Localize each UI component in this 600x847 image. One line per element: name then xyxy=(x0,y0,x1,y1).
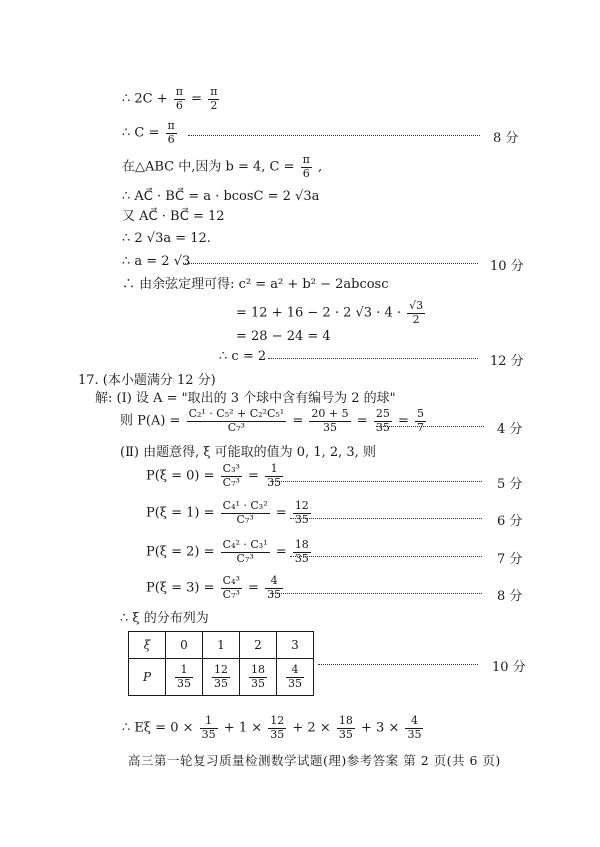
dot-leader xyxy=(272,593,482,594)
distribution-table xyxy=(128,631,314,696)
fraction xyxy=(221,463,242,489)
numerator: 4 xyxy=(405,715,423,729)
score-mark: 10 分 xyxy=(492,660,526,675)
text: = xyxy=(248,580,259,596)
numerator: π xyxy=(175,85,184,98)
numerator: C₄² · C₃¹ xyxy=(222,538,268,551)
fraction xyxy=(309,408,350,434)
score-mark: 12 分 xyxy=(490,354,524,369)
denominator: 2 xyxy=(412,312,420,326)
dot-leader xyxy=(188,135,480,136)
numerator: 12 xyxy=(270,714,285,727)
text: = xyxy=(191,91,203,107)
fraction xyxy=(293,500,311,526)
text: P(ξ = 3) = xyxy=(146,580,215,596)
numerator: π xyxy=(210,85,218,98)
denominator: 35 xyxy=(323,420,338,434)
dot-leader xyxy=(268,358,478,359)
numerator: 18 xyxy=(251,662,265,676)
text: 在△ABC 中,因为 b = 4, C = xyxy=(122,159,295,175)
numerator: 18 xyxy=(294,538,309,551)
denominator: 6 xyxy=(175,98,183,112)
denominator: 35 xyxy=(251,676,265,690)
denominator: 6 xyxy=(302,166,310,180)
table-cell: ξ xyxy=(129,632,166,659)
numerator: π xyxy=(302,153,310,166)
fraction xyxy=(200,715,218,741)
numerator: C₃³ xyxy=(222,462,240,475)
denominator: 2 xyxy=(210,98,218,112)
text: = 12 + 16 − 2 · 2 √3 · 4 · xyxy=(236,305,401,321)
text: + 2 × xyxy=(292,720,331,736)
fraction xyxy=(301,154,312,180)
q17-part2-intro: (Ⅱ) 由题意得, ξ 可能取的值为 0, 1, 2, 3, 则 xyxy=(120,445,376,460)
question-17-title: 17. (本小题满分 12 分) xyxy=(78,373,216,388)
page-footer: 高三第一轮复习质量检测数学试题(理)参考答案 第 2 页(共 6 页) xyxy=(128,753,501,768)
denominator: 35 xyxy=(288,676,302,690)
table-cell xyxy=(166,659,203,696)
numerator: 18 xyxy=(338,714,353,727)
denominator: 35 xyxy=(267,587,282,601)
text: P(ξ = 1) = xyxy=(146,505,215,521)
fraction xyxy=(175,664,193,690)
numerator: 4 xyxy=(286,664,304,678)
fraction xyxy=(249,664,267,690)
step-cosine-law: ∴ 由余弦定理可得: c² = a² + b² − 2abcosc xyxy=(122,277,389,292)
fraction xyxy=(166,120,177,146)
text: = xyxy=(248,468,259,484)
numerator: 12 xyxy=(294,499,309,512)
fraction xyxy=(265,463,283,489)
step-solve-a: ∴ 2 √3a = 12. xyxy=(122,231,211,246)
dot-leader xyxy=(318,664,478,665)
fraction xyxy=(265,575,283,601)
prob-xi-3 xyxy=(146,575,285,601)
numerator: 1 xyxy=(175,664,193,678)
text: + 3 × xyxy=(361,720,400,736)
denominator: C₇³ xyxy=(222,475,240,489)
score-mark: 8 分 xyxy=(497,589,523,604)
denominator: 35 xyxy=(201,727,216,741)
text: + 1 × xyxy=(223,720,263,736)
fraction xyxy=(212,664,230,690)
dot-leader xyxy=(376,426,484,427)
q17-part1-probability xyxy=(120,408,428,434)
text: ∴ Eξ = 0 × xyxy=(122,720,194,736)
table-cell xyxy=(203,659,240,696)
fraction xyxy=(415,408,426,434)
text: P(ξ = 0) = xyxy=(146,468,215,484)
denominator: 6 xyxy=(167,132,175,146)
numerator: 12 xyxy=(214,662,228,676)
fraction xyxy=(221,500,270,526)
step-c-value xyxy=(122,120,179,146)
expectation-formula xyxy=(122,715,425,741)
fraction xyxy=(268,715,286,741)
distribution-caption: ∴ ξ 的分布列为 xyxy=(120,611,209,626)
numerator: 25 xyxy=(375,407,390,420)
table-cell xyxy=(240,659,277,696)
q17-part1-define: 解: (Ⅰ) 设 A = "取出的 3 个球中含有编号为 2 的球" xyxy=(95,391,396,406)
dot-leader xyxy=(272,481,482,482)
numerator: √3 xyxy=(409,299,424,312)
denominator: C₇³ xyxy=(227,420,246,434)
table-cell: 0 xyxy=(166,632,203,659)
denominator: 35 xyxy=(294,551,309,565)
text: = xyxy=(356,413,368,429)
dot-leader xyxy=(290,556,482,557)
fraction xyxy=(174,86,185,112)
score-mark: 7 分 xyxy=(497,552,523,567)
score-mark: 5 分 xyxy=(497,477,523,492)
numerator: 1 xyxy=(265,463,283,477)
fraction xyxy=(374,408,392,434)
numerator: 20 + 5 xyxy=(311,407,349,420)
step-expand xyxy=(236,300,427,326)
numerator: π xyxy=(167,119,175,132)
numerator: C₄¹ · C₃² xyxy=(222,499,268,512)
table-cell: 1 xyxy=(203,632,240,659)
denominator: 35 xyxy=(267,475,282,489)
text: = xyxy=(275,505,287,521)
denominator: 35 xyxy=(214,676,228,690)
denominator: 7 xyxy=(417,420,425,434)
numerator: 5 xyxy=(417,407,425,420)
fraction xyxy=(286,664,304,690)
fraction xyxy=(407,300,425,326)
denominator: C₇³ xyxy=(222,587,240,601)
denominator: 35 xyxy=(375,420,390,434)
table-row xyxy=(129,659,314,696)
text: ∴ C = xyxy=(122,125,160,141)
score-mark: 6 分 xyxy=(497,514,523,529)
prob-xi-0 xyxy=(146,463,285,489)
text: = xyxy=(292,413,304,429)
fraction xyxy=(187,408,287,434)
denominator: C₇³ xyxy=(236,512,254,526)
text: = xyxy=(397,413,409,429)
table-cell: 2 xyxy=(240,632,277,659)
score-mark: 10 分 xyxy=(490,259,524,274)
text: = xyxy=(275,544,287,560)
numerator: C₂¹ · C₅² + C₂²C₅¹ xyxy=(188,407,285,420)
denominator: C₇³ xyxy=(236,551,254,565)
dot-leader xyxy=(185,263,478,264)
fraction xyxy=(208,86,219,112)
fraction xyxy=(293,539,311,565)
step-a-value: ∴ a = 2 √3 xyxy=(122,254,191,269)
step-2c-equation xyxy=(122,86,221,112)
table-row xyxy=(129,632,314,659)
fraction xyxy=(221,539,270,565)
text: ∴ 2C + xyxy=(122,91,168,107)
denominator: 35 xyxy=(407,727,422,741)
denominator: 35 xyxy=(294,512,309,526)
table-cell xyxy=(277,659,314,696)
denominator: 35 xyxy=(177,676,191,690)
prob-xi-2 xyxy=(146,539,313,565)
step-triangle xyxy=(122,154,322,180)
prob-xi-1 xyxy=(146,500,313,526)
numerator: 4 xyxy=(265,575,283,589)
text: P(ξ = 2) = xyxy=(146,544,215,560)
table-cell: P xyxy=(129,659,166,696)
step-c-result: ∴ c = 2 xyxy=(219,349,267,364)
text: 则 P(A) = xyxy=(120,413,181,429)
score-mark: 4 分 xyxy=(497,422,523,437)
denominator: 35 xyxy=(270,727,285,741)
step-simplify: = 28 − 24 = 4 xyxy=(236,329,331,344)
fraction xyxy=(405,715,423,741)
table-cell: 3 xyxy=(277,632,314,659)
numerator: 1 xyxy=(200,715,218,729)
step-dot-product: ∴ AC⃗ · BC⃗ = a · bcosC = 2 √3a xyxy=(122,189,320,204)
numerator: C₄³ xyxy=(222,574,240,587)
step-given-dot: 又 AC⃗ · BC⃗ = 12 xyxy=(122,209,225,224)
dot-leader xyxy=(290,518,482,519)
fraction xyxy=(337,715,355,741)
fraction xyxy=(221,575,242,601)
text: , xyxy=(318,159,323,175)
denominator: 35 xyxy=(338,727,353,741)
score-mark: 8 分 xyxy=(493,131,519,146)
